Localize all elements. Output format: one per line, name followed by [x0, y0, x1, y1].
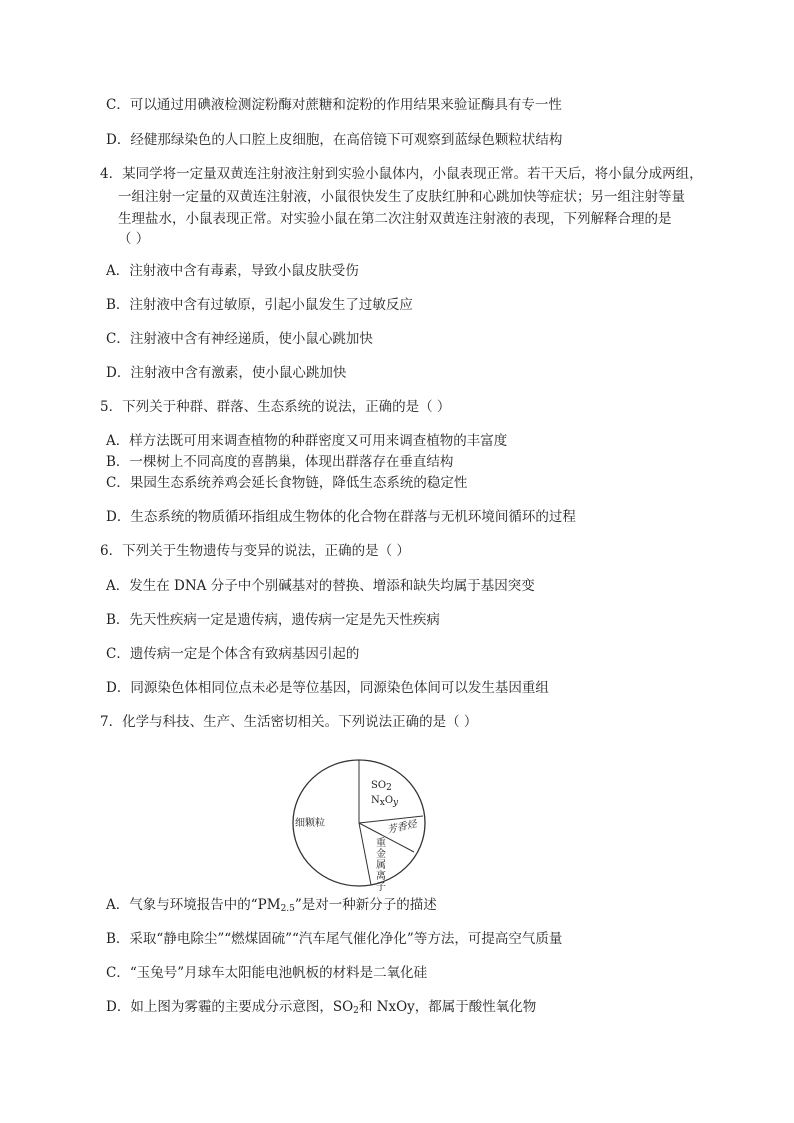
q4-option-c: C．注射液中含有神经递质，使小鼠心跳加快: [106, 331, 373, 347]
q6-stem: 6．下列关于生物遗传与变异的说法，正确的是（ ）: [100, 543, 410, 559]
q4-option-b: B．注射液中含有过敏原，引起小鼠发生了过敏反应: [106, 297, 413, 313]
q5-option-a: A．样方法既可用来调查植物的种群密度又可用来调查植物的丰富度: [106, 433, 508, 449]
q7-option-a: A．气象与环境报告中的“$PM_{2.5}$”是对一种新分子的描述: [106, 897, 437, 914]
q5-option-d: D．生态系统的物质循环指组成生物体的化合物在群落与无机环境间循环的过程: [106, 509, 576, 525]
q4-stem-line-2: 一组注射一定量的双黄连注射液，小鼠很快发生了皮肤红肿和心跳加快等症状；另一组注射等量: [118, 189, 685, 205]
q4-stem-line-1: 4．某同学将一定量双黄连注射液注射到实验小鼠体内，小鼠表现正常。若干天后，将小鼠分成两组，: [100, 166, 703, 182]
q5-option-c: C．果园生态系统养鸡会延长食物链，降低生态系统的稳定性: [106, 475, 468, 491]
label-fine-particles: 细颗粒: [295, 818, 325, 829]
q5-option-b: B．一棵树上不同高度的喜鹊巢，体现出群落存在垂直结构: [106, 454, 454, 470]
q7-stem: 7．化学与科技、生产、生活密切相关。下列说法正确的是（ ）: [100, 714, 478, 730]
label-nxoy: $N_xO_y$: [371, 795, 399, 808]
q6-option-b: B．先天性疾病一定是遗传病，遗传病一定是先天性疾病: [106, 612, 440, 628]
q4-answer-blank: （ ）: [118, 231, 150, 247]
label-heavy-metal-ions: 重 金 属 离 子: [376, 838, 386, 893]
q6-option-a: A．发生在 DNA 分子中个别碱基对的替换、增添和缺失均属于基因突变: [106, 578, 535, 594]
smog-composition-diagram: [291, 758, 451, 893]
q7-option-b: B．采取“静电除尘”“燃煤固硫”“汽车尾气催化净化”等方法，可提高空气质量: [106, 931, 563, 947]
q6-option-d: D．同源染色体相同位点未必是等位基因，同源染色体间可以发生基因重组: [106, 680, 549, 696]
q3-option-c: C．可以通过用碘液检测淀粉酶对蔗糖和淀粉的作用结果来验证酶具有专一性: [106, 97, 562, 113]
q7-option-d: D．如上图为雾霾的主要成分示意图，$SO_2$和 NxOy，都属于酸性氧化物: [106, 999, 537, 1016]
q4-option-d: D．注射液中含有激素，使小鼠心跳加快: [106, 365, 347, 381]
label-so2: $SO_2$: [371, 780, 392, 793]
q7-option-c: C．“玉兔号”月球车太阳能电池帆板的材料是二氧化硅: [106, 965, 428, 981]
label-aromatic-hydrocarbons: 芳香烃: [386, 819, 418, 836]
q6-option-c: C．遗传病一定是个体含有致病基因引起的: [106, 646, 360, 662]
q4-stem-line-3: 生理盐水，小鼠表现正常。对实验小鼠在第二次注射双黄连注射液的表现，下列解释合理的是: [118, 211, 672, 227]
q4-option-a: A．注射液中含有毒素，导致小鼠皮肤受伤: [106, 263, 359, 279]
q5-stem: 5．下列关于种群、群落、生态系统的说法，正确的是（ ）: [100, 399, 451, 415]
q3-option-d: D．经健那绿染色的人口腔上皮细胞，在高倍镜下可观察到蓝绿色颗粒状结构: [106, 132, 563, 148]
